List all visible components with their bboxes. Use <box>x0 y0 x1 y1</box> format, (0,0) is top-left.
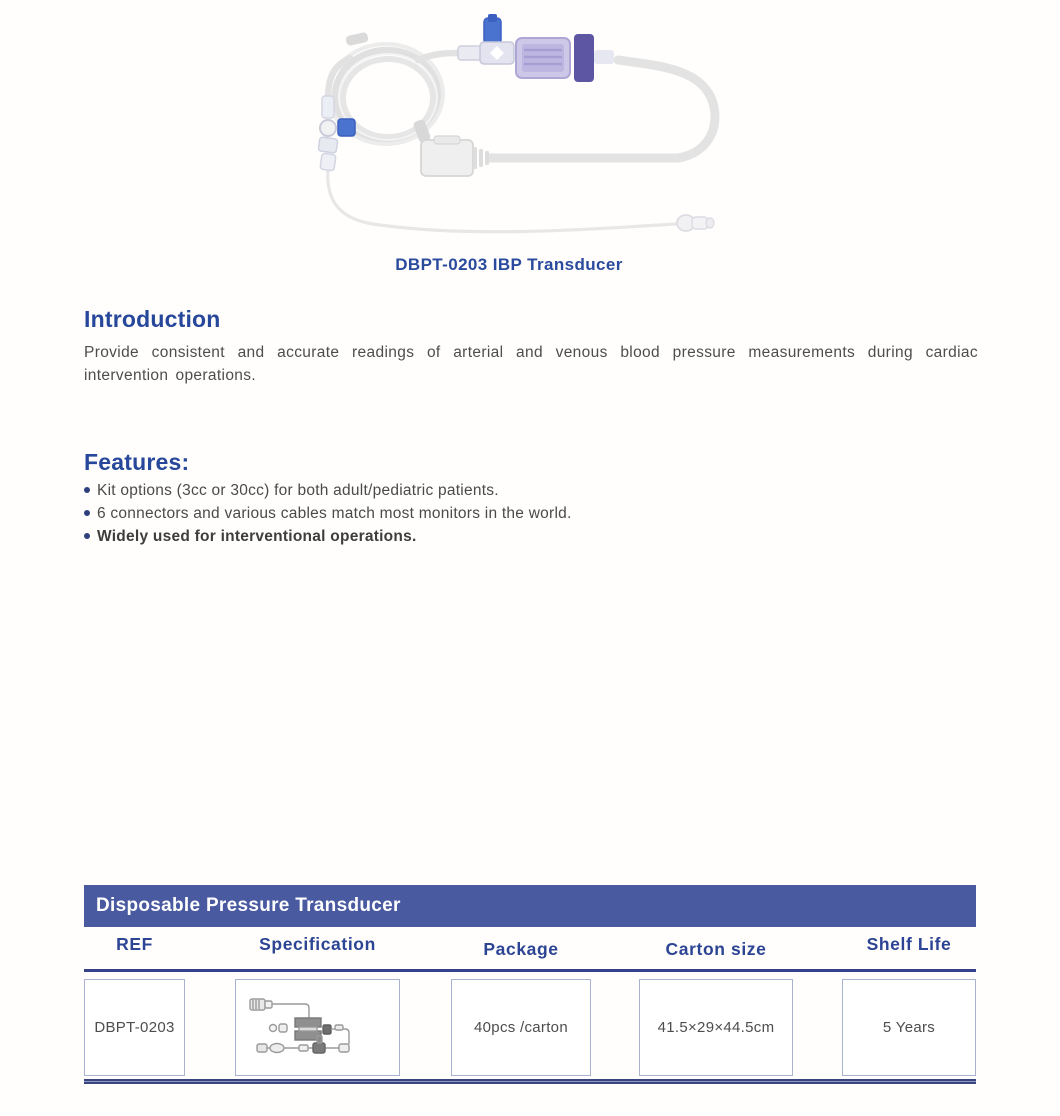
feature-text: Widely used for interventional operations. <box>97 528 417 545</box>
shelf-life-cell: 5 Years <box>842 979 976 1076</box>
table-title-banner: Disposable Pressure Transducer <box>84 885 976 927</box>
feature-text: 6 connectors and various cables match most monitors in the world. <box>97 505 572 522</box>
ibp-transducer-illustration <box>278 8 780 250</box>
list-item <box>84 502 978 525</box>
top-stopcock-icon <box>480 14 514 64</box>
specification-cell <box>235 979 400 1076</box>
product-photo <box>278 8 780 250</box>
header-divider-rule <box>84 969 976 972</box>
table-header-row <box>84 927 976 961</box>
column-header-package: Package <box>483 939 559 959</box>
feature-text: Kit options (3cc or 30cc) for both adult/pediatric patients. <box>97 482 499 499</box>
clamp-icon <box>574 34 594 82</box>
table-bottom-rule <box>84 1079 976 1084</box>
features-section <box>84 449 978 548</box>
list-item <box>84 525 978 548</box>
introduction-section <box>84 306 978 388</box>
transducer-body-icon <box>516 38 570 78</box>
spec-thumbnail-image <box>243 984 393 1072</box>
bullet-icon <box>84 510 90 516</box>
column-header-shelf-life: Shelf Life <box>866 934 952 954</box>
distal-connector-icon <box>677 215 714 231</box>
introduction-heading: Introduction <box>84 306 221 332</box>
list-item <box>84 479 978 502</box>
feature-list <box>84 479 978 548</box>
features-heading: Features: <box>84 449 190 475</box>
package-cell: 40pcs /carton <box>451 979 591 1076</box>
table-row <box>84 979 976 1076</box>
product-caption: DBPT-0203 IBP Transducer <box>395 255 623 274</box>
carton-size-cell: 41.5×29×44.5cm <box>639 979 793 1076</box>
bullet-icon <box>84 533 90 539</box>
column-header-carton-size: Carton size <box>665 939 767 959</box>
column-header-specification: Specification <box>259 934 376 954</box>
specification-table <box>84 885 976 1084</box>
introduction-body: Provide consistent and accurate readings of arterial and venous blood pressure measurements during cardiac intervention operations. <box>84 344 978 384</box>
monitor-connector-icon <box>421 136 489 176</box>
ref-cell: DBPT-0203 <box>84 979 185 1076</box>
bullet-icon <box>84 487 90 493</box>
column-header-ref: REF <box>116 934 153 954</box>
